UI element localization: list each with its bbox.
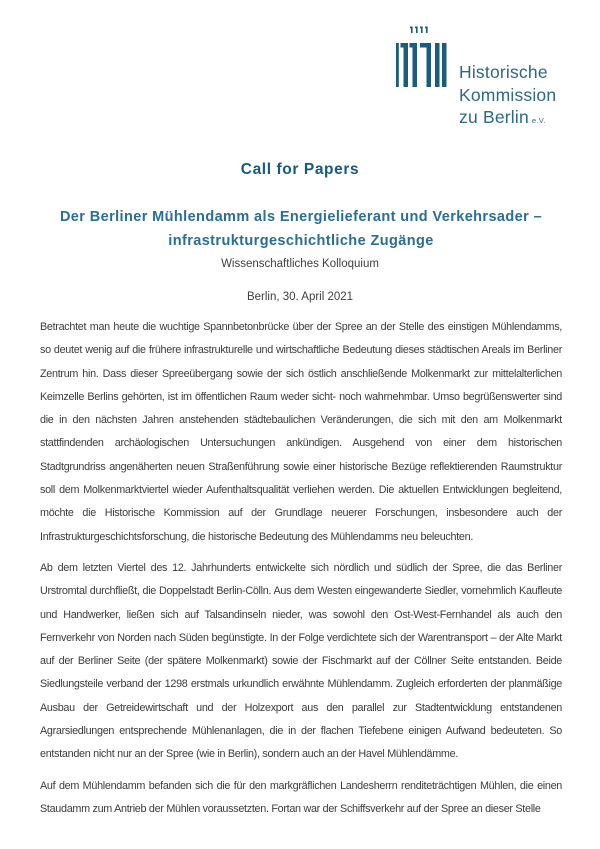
document-title [40,206,562,253]
colloquium-subtitle: Wissenschaftliches Kolloquium [221,258,379,270]
body-paragraph-1: Betrachtet man heute die wuchtige Spannbetonbrücke über der Spree an der Stelle des einstigen Mühlendamms, so deutet wenig auf die frühere infrastrukturelle und wirtschaftliche Bedeutung dieses städtischen Areals im Berliner Zentrum hin. Dass dieser Spreeübergang sowie der sich östlich anschließende Molkenmarkt zur mittelalterlichen Keimzelle Berlins gehörten, ist im öffentlichen Raum weder sicht- noch wahrnehmbar. Umso begrüßenswerter sind die in den nächsten Jahren anstehenden städtebaulichen Veränderungen, die sich mit den am Molkenmarkt stattfindenden archäologischen Untersuchungen ankündigen. Ausgehend von einer dem historischen Stadtgrundriss angenäherten neuen Straßenführung sowie einer historische Bezüge reflektierenden Raumstruktur soll dem Molkenmarktviertel wieder Aufenthaltsqualität verliehen werden. Die aktuellen Entwicklungen begleitend, möchte die Historische Kommission auf der Grundlage neuerer Forschungen, insbesondere auch der Infrastrukturgeschichtsforschung, die historische Bedeutung des Mühlendamms neu beleuchten. [40,321,562,543]
cfp-heading: Call for Papers [240,161,360,178]
body-paragraph-3: Auf dem Mühlendamm befanden sich die für den markgräflichen Landesherrn renditeträchtigen Mühlen, die einen Staudamm zum Antrieb der Mühlen voraussetzten. Fortan war der Schiffsverkehr auf der Spree an dieser Stelle [40,779,562,815]
date-line: Berlin, 30. April 2021 [246,291,354,303]
hiko-logo-icon [396,25,448,87]
document-title-line2: infrastrukturgeschichtliche Zugänge [168,232,434,249]
logo-wordmark-line1: Historische [459,62,548,82]
logo-suffix: e.V. [531,116,546,125]
logo-wordmark-line2: Kommission [459,84,557,105]
logo-wordmark-line3: zu Berlin e.V. [459,107,546,127]
document-title-line1: Der Berliner Mühlendamm als Energielieferant und Verkehrsader – [59,209,543,225]
logo-wordmark [459,61,556,133]
masthead [396,25,556,133]
body-paragraph-2: Ab dem letzten Viertel des 12. Jahrhunderts entwickelte sich nördlich und südlich der Spree, die das Berliner Urstromtal durchfließt, die Doppelstadt Berlin-Cölln. Aus dem Westen eingewanderte Siedler, vornehmlich Kaufleute und Handwerker, ließen sich auf Talsandinseln nieder, was sowohl den Ost-West-Fernhandel als auch den Fernverkehr von Norden nach Süden begünstigte. In der Folge verdichtete sich der Warentransport – der Alte Markt auf der Berliner Seite (der spätere Molkenmarkt) sowie der Fischmarkt auf der Cöllner Seite entstanden. Beide Siedlungsteile verband der 1298 erstmals urkundlich erwähnte Mühlendamm. Zugleich erforderten der planmäßige Ausbau der Getreidewirtschaft und der Holzexport aus den parallel zur Stadtentwicklung entstandenen Agrarsiedlungen entsprechende Mühlenanlagen, die in der flachen Tiefebene einigen Aufwand bedeuteten. So entstanden nicht nur an der Spree (wie in Berlin), sondern auch an der Havel Mühlendämme. [40,561,562,761]
body-copy [40,316,562,829]
